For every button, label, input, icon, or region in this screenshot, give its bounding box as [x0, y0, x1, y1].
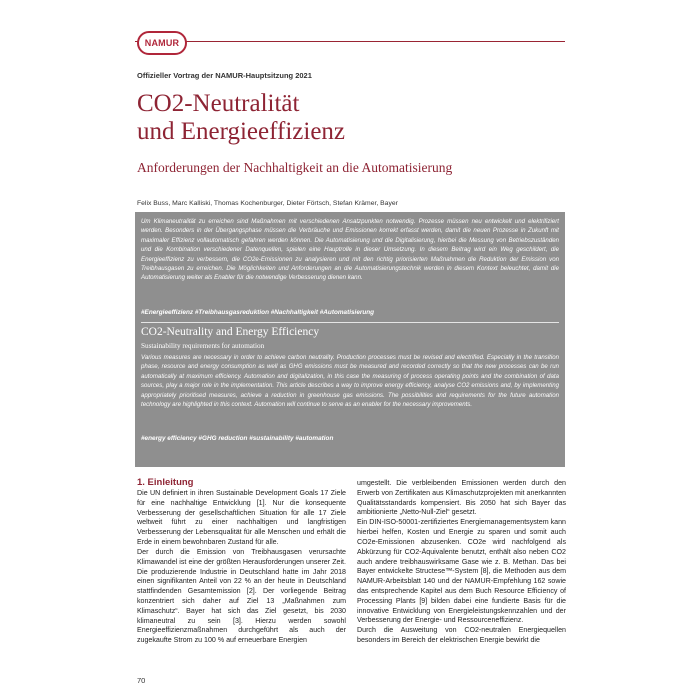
hashtags-english: #energy efficiency #GHG reduction #sustainability #automation [141, 435, 334, 442]
title-line-2: und Energieeffizienz [137, 118, 346, 145]
logo-text: NAMUR [144, 38, 180, 48]
body-paragraph: Ein DIN-ISO-50001-zertifiziertes Energiemanagementsystem kann hierbei helfen, Kosten und Energie zu sparen und somit auch CO2e-Emissionen abzusenken. CO2e wird nachfolgend als Abkürzung für CO2-Äquivalente benutzt, enthält also neben CO2 auch andere treibhauswirksame Gase wie z. B. Methan. Das bei Bayer entwickelte Structese™-System [8], die Methoden aus dem NAMUR-Arbeitsblatt 140 und der NAMUR-Empfehlung 162 sowie das entsprechende Kapitel aus dem Buch Resource Efficiency of Processing Plants [9] bilden dabei eine fundierte Basis für die innovative Entwicklung von Energieleistungskennzahlen und der Verbesserung der Energie- und Ressourceneffizienz. [357, 518, 566, 625]
article-title [137, 90, 567, 146]
article-kicker: Offizieller Vortrag der NAMUR-Hauptsitzung 2021 [137, 71, 312, 80]
body-column-left [137, 477, 346, 646]
namur-logo [137, 31, 187, 55]
abstract-divider [141, 322, 559, 323]
page-number: 70 [137, 676, 146, 685]
body-paragraph: Durch die Ausweitung von CO2-neutralen Energiequellen besonders im Bereich der elektrischen Energie bewirkt die [357, 626, 566, 644]
abstract-box [135, 212, 565, 467]
body-paragraph: Der durch die Emission von Treibhausgasen verursachte Klimawandel ist eine der größten Herausforderungen unserer Zeit. Die produzierende Industrie in Deutschland hatte im Jahr 2018 einen signifikanten Anteil von 22 % an der heute in Deutschland stattfindenden Gesamtemission [2]. Der vorliegende Beitrag konzentriert sich daher auf Ziel 13 „Maßnahmen zum Klimaschutz“. Bayer hat sich das Ziel gesetzt, bis 2030 klimaneutral zu sein [3]. Hierzu werden sowohl Energieeffizienzmaßnahmen durchgeführt als auch der zugekaufte Strom zu 100 % auf erneuerbare Energien [137, 547, 346, 645]
body-column-right [357, 479, 566, 646]
abstract-german: Um Klimaneutralität zu erreichen sind Maßnahmen mit verschiedenen Ansatzpunkten notwendig. Prozesse müssen neu entwickelt und elektrifiziert werden. Besonders in der Übergangsphase müssen die Verbräuche und Emissionen korrekt erfasst werden, damit die neuen Prozesse in Zukunft mit maximaler Effizienz vollautomatisch gefahren werden können. Die Automatisierung und die Digitalisierung, hierbei die Messung von Betriebszuständen und die Kombination verschiedener Datenquellen, spielen eine Hauptrolle in dieser Umsetzung. In diesem Beitrag wird ein Weg geschildert, die Energieeffizienz zu verbessern, die CO2e-Emissionen zu analysieren und mit den richtig priorisierten Maßnahmen die Reduktion der Emission von Treibhausgasen zu erreichen. Die Möglichkeiten und Anforderungen an die Automatisierungstechnik werden in diesem Kontext beleuchtet, damit die Automatisierung weiter als Enabler für die notwendige Verbesserung dienen kann. [141, 218, 559, 282]
body-paragraph: umgestellt. Die verbleibenden Emissionen werden durch den Erwerb von Zertifikaten aus Klimaschutzprojekten mit anerkannten Qualitätsstandards kompensiert. Bis 2050 hat sich Bayer das ambitionierte „Netto-Null-Ziel“ gesetzt. [357, 479, 566, 517]
english-subtitle: Sustainability requirements for automation [141, 342, 265, 350]
english-title: CO2-Neutrality and Energy Efficiency [141, 326, 320, 338]
body-paragraph: Die UN definiert in ihren Sustainable Development Goals 17 Ziele für eine nachhaltige Entwicklung [1]. Nur die konsequente Verbesserung der gesellschaftlichen Situation für alle 17 Ziele weltweit führt zu einer nachhaltigen und langfristigen Verbesserung der Lebensqualität für alle Menschen und erhält die Erde in einem bewohnbaren Zustand für alle. [137, 489, 346, 547]
section-heading: 1. Einleitung [137, 477, 194, 488]
title-line-1: CO2-Neutralität [137, 90, 300, 117]
article-subtitle: Anforderungen der Nachhaltigkeit an die Automatisierung [137, 160, 453, 175]
header-rule [135, 41, 565, 42]
author-list: Felix Buss, Marc Kalliski, Thomas Kochenburger, Dieter Förtsch, Stefan Krämer, Bayer [137, 200, 398, 207]
hashtags-german: #Energieeffizienz #Treibhausgasreduktion #Nachhaltigkeit #Automatisierung [141, 309, 375, 316]
abstract-english: Various measures are necessary in order to achieve carbon neutrality. Production processes must be revised and electrified. Especially in the transition phase, resource and energy consumption as well as GHG emissions must be measured and recorded correctly so that the new processes can be run automatically at maximum efficiency. Automation and digitalization, in this case the measuring of process operating points and the combination of data sources, play a major role in the implementation. This article describes a way to improve energy efficiency, analyse CO2 emissions and, by implementing appropriately prioritised measures, achieve a reduction in greenhouse gas emissions. The possibilities and requirements for the future automation technology are highlighted in this context. Automation will continue to serve as an enabler for the necessary improvements. [141, 354, 559, 409]
